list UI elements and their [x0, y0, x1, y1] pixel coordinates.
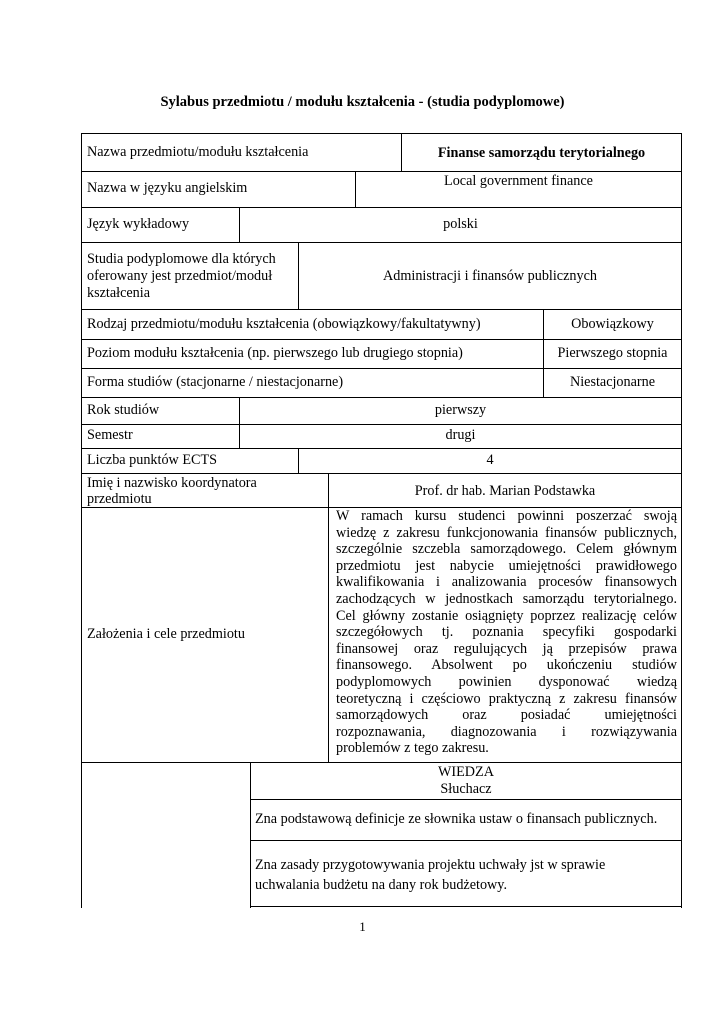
objectives-text: W ramach kursu studenci powinni poszerzać swoją wiedzę z zakresu funkcjonowania finansów publicznych, szczególnie szczebla samorządowego. Celem głównym przedmiotu jest nabycie umiejętności prawidłowego kwalifikowania i analizowania procesów finansowych zachodzących w jednostkach samorządu terytorialnego. Cel główny zostanie osiągnięty poprzez realizację celów szczegółowych tj. poznania specyfiki gospodarki finansowej oraz regulujących ją przepisów prawa finansowego. Absolwent po ukończeniu studiów podyplomowych powinien dysponować wiedzą teoretyczną i częściowo praktyczną z zakresu finansów samorządowych oraz posiadać umiejętności rozpoznawania, diagnozowania i rozwiązywania problemów z tego zakresu.	[336, 508, 677, 757]
semester-value: drugi	[445, 427, 476, 443]
coordinator-label-line2: przedmiotu	[87, 491, 152, 507]
page-number: 1	[359, 919, 366, 934]
level-label: Poziom modułu kształcenia (np. pierwszego lub drugiego stopnia)	[87, 345, 463, 361]
ects-value: 4	[486, 452, 494, 468]
year-label: Rok studiów	[87, 402, 160, 418]
course-name-label: Nazwa przedmiotu/modułu kształcenia	[87, 144, 309, 160]
knowledge-item-2-line1: Zna zasady przygotowywania projektu uchwały jst w sprawie	[255, 857, 606, 873]
course-name-value: Finanse samorządu terytorialnego	[437, 145, 646, 161]
knowledge-heading: WIEDZA	[438, 764, 494, 780]
language-value: polski	[443, 216, 478, 232]
form-label: Forma studiów (stacjonarne / niestacjonarne)	[87, 374, 344, 390]
ects-label: Liczba punktów ECTS	[87, 452, 218, 468]
studies-label-line1: Studia podyplomowe dla których	[87, 251, 276, 267]
studies-value: Administracji i finansów publicznych	[383, 268, 597, 284]
coordinator-label-line1: Imię i nazwisko koordynatora	[87, 475, 257, 491]
english-name-value: Local government finance	[444, 173, 593, 189]
objectives-label: Założenia i cele przedmiotu	[87, 626, 245, 642]
document-title: Sylabus przedmiotu / modułu kształcenia - (studia podyplomowe)	[160, 94, 565, 110]
language-label: Język wykładowy	[87, 216, 190, 232]
form-value: Niestacjonarne	[569, 374, 656, 390]
knowledge-subheading: Słuchacz	[440, 781, 492, 797]
type-value: Obowiązkowy	[571, 316, 654, 332]
studies-label-line3: kształcenia	[87, 285, 151, 301]
semester-label: Semestr	[87, 427, 133, 443]
knowledge-item-1: Zna podstawową definicje ze słownika ustaw o finansach publicznych.	[255, 811, 658, 827]
year-value: pierwszy	[434, 402, 487, 418]
level-value: Pierwszego stopnia	[557, 345, 668, 361]
syllabus-table	[81, 133, 682, 908]
knowledge-item-2-line2: uchwalania budżetu na dany rok budżetowy.	[255, 877, 508, 893]
coordinator-value: Prof. dr hab. Marian Podstawka	[414, 483, 596, 499]
english-name-label: Nazwa w języku angielskim	[87, 180, 248, 196]
type-label: Rodzaj przedmiotu/modułu kształcenia (obowiązkowy/fakultatywny)	[87, 316, 481, 332]
studies-label-line2: oferowany jest przedmiot/moduł	[87, 268, 273, 284]
